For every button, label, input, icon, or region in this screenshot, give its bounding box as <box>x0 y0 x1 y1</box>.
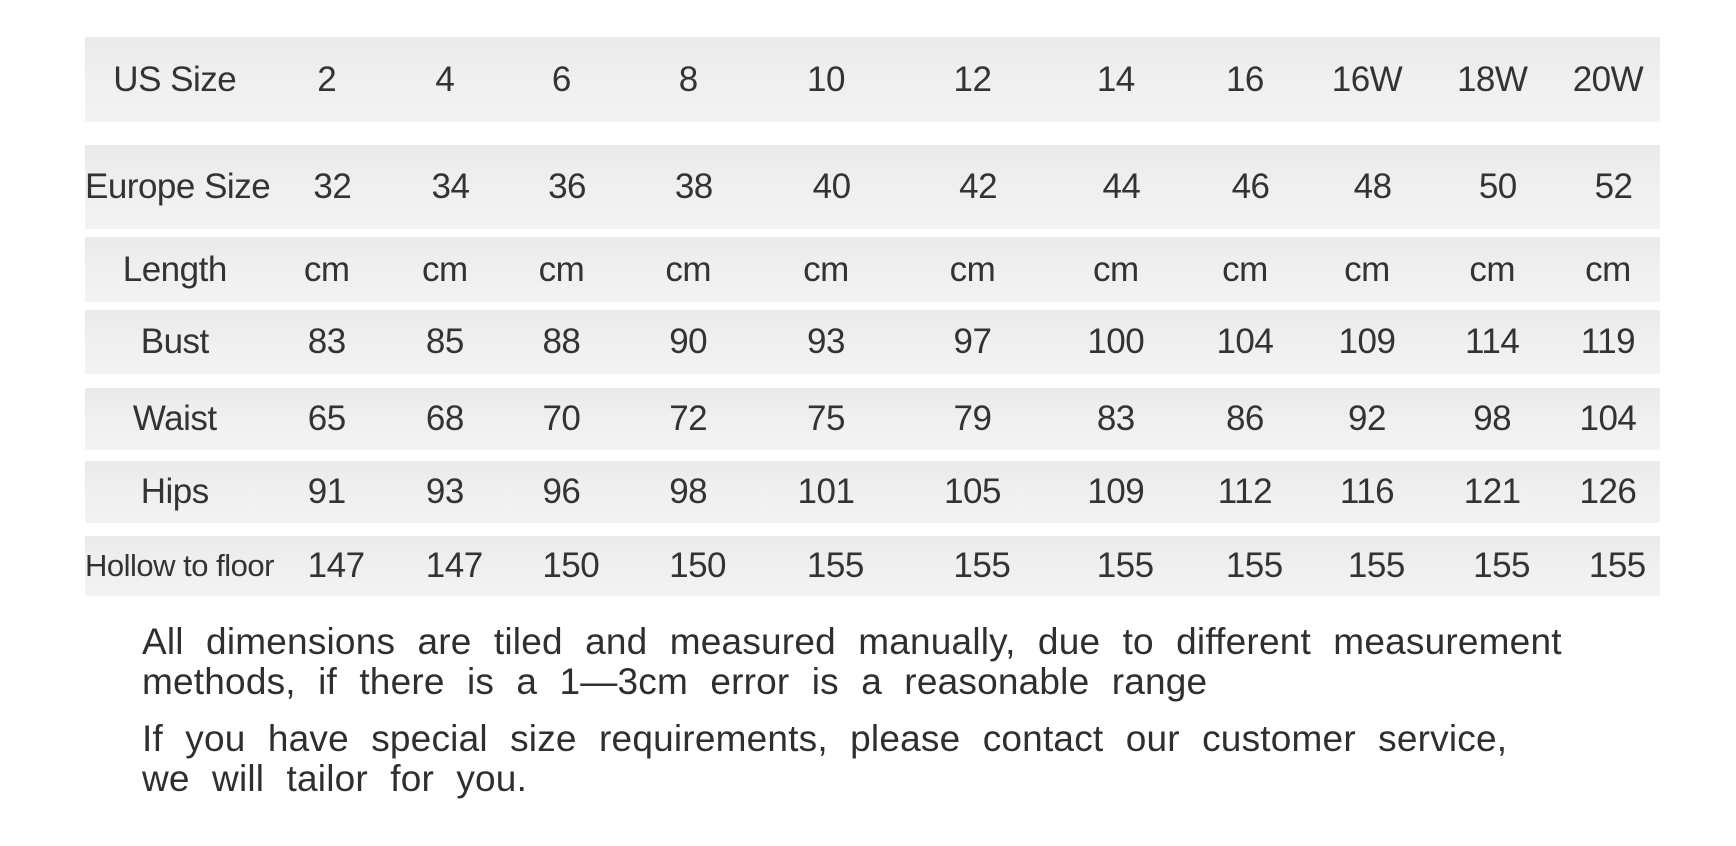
table-row <box>85 237 1660 302</box>
table-cell: cm <box>1469 249 1516 289</box>
row-label: Length <box>122 249 227 289</box>
table-cell: 147 <box>307 546 365 585</box>
table-cell: 46 <box>1231 167 1270 206</box>
table-row <box>85 536 1660 596</box>
table-cell: 101 <box>797 472 855 511</box>
table-row <box>85 145 1660 229</box>
table-cell: cm <box>665 249 712 289</box>
table-cell: 100 <box>1087 322 1145 361</box>
notes <box>142 622 1642 816</box>
table-cell: cm <box>538 249 585 289</box>
table-cell: 92 <box>1348 399 1386 438</box>
table-cell: 114 <box>1465 322 1520 361</box>
table-cell: cm <box>949 249 996 289</box>
table-cell: 109 <box>1087 472 1145 511</box>
table-cell: 20W <box>1572 59 1644 99</box>
table-cell: 34 <box>431 167 470 206</box>
size-table <box>85 37 1660 596</box>
table-cell: 98 <box>1473 399 1512 438</box>
note-line: All dimensions are tiled and measured manually, due to different measurement <box>142 621 1562 662</box>
table-cell: 83 <box>1096 399 1135 438</box>
table-cell: cm <box>1585 249 1631 289</box>
table-cell: 155 <box>1096 546 1154 585</box>
table-row <box>85 461 1660 523</box>
table-cell: 91 <box>307 472 346 511</box>
table-cell: 40 <box>812 167 851 206</box>
table-cell: 38 <box>674 167 713 206</box>
table-cell: 93 <box>425 472 464 511</box>
table-cell: cm <box>803 249 849 289</box>
table-cell: 4 <box>435 59 455 99</box>
row-label: Hollow to floor <box>85 548 274 583</box>
table-cell: 150 <box>542 546 600 585</box>
table-cell: 68 <box>425 399 464 438</box>
table-cell: cm <box>1222 249 1268 289</box>
table-cell: 104 <box>1216 322 1274 361</box>
table-cell: 86 <box>1225 399 1264 438</box>
table-cell: cm <box>422 249 468 289</box>
table-cell: 12 <box>953 59 992 99</box>
table-cell: 90 <box>669 322 708 361</box>
table-cell: 42 <box>959 167 998 206</box>
table-cell: 121 <box>1463 472 1521 511</box>
table-cell: 155 <box>806 546 864 585</box>
table-cell: 147 <box>425 546 483 585</box>
table-cell: 48 <box>1353 167 1392 206</box>
table-cell: 96 <box>542 472 581 511</box>
table-cell: 83 <box>307 322 346 361</box>
row-label: Waist <box>132 399 217 438</box>
table-cell: 155 <box>1225 546 1283 585</box>
row-label: US Size <box>113 59 237 99</box>
table-cell: 155 <box>1588 546 1646 585</box>
table-cell: 32 <box>313 167 352 206</box>
note-line: we will tailor for you. <box>142 758 528 799</box>
table-cell: 16W <box>1331 59 1403 99</box>
table-cell: 72 <box>669 399 708 438</box>
row-label: Hips <box>140 472 209 511</box>
table-cell: 116 <box>1339 472 1395 511</box>
table-row <box>85 310 1660 374</box>
table-cell: 6 <box>551 59 571 99</box>
note-line: If you have special size requirements, please contact our customer service, <box>142 718 1508 759</box>
table-cell: cm <box>1344 249 1390 289</box>
table-cell: 88 <box>542 322 581 361</box>
table-row <box>85 388 1660 450</box>
table-cell: 112 <box>1217 472 1273 511</box>
table-cell: 119 <box>1580 322 1636 361</box>
table-cell: 14 <box>1096 59 1135 99</box>
table-cell: 155 <box>953 546 1011 585</box>
table-cell: 52 <box>1594 167 1633 206</box>
table-cell: 104 <box>1579 399 1637 438</box>
note-line: methods, if there is a 1—3cm error is a reasonable range <box>142 661 1208 702</box>
table-cell: 155 <box>1473 546 1531 585</box>
table-cell: 126 <box>1579 472 1637 511</box>
note-measurement <box>142 622 1642 702</box>
header-row <box>85 37 1660 122</box>
note-tailor <box>142 719 1642 799</box>
table-cell: 150 <box>669 546 727 585</box>
table-cell: 155 <box>1347 546 1405 585</box>
table-cell: 65 <box>307 399 346 438</box>
table-cell: cm <box>1092 249 1139 289</box>
table-cell: 16 <box>1225 59 1264 99</box>
table-cell: 75 <box>807 399 845 438</box>
table-cell: 50 <box>1478 167 1517 206</box>
table-cell: 93 <box>807 322 845 361</box>
table-cell: 70 <box>542 399 581 438</box>
table-cell: 79 <box>953 399 992 438</box>
row-label: Europe Size <box>85 167 271 206</box>
table-cell: 109 <box>1338 322 1396 361</box>
table-cell: 18W <box>1456 59 1528 99</box>
table-cell: 8 <box>678 59 698 99</box>
table-cell: cm <box>303 249 350 289</box>
table-cell: 10 <box>807 59 845 99</box>
table-cell: 36 <box>548 167 586 206</box>
table-cell: 44 <box>1102 167 1141 206</box>
table-cell: 85 <box>425 322 464 361</box>
table-cell: 2 <box>317 59 337 99</box>
table-cell: 97 <box>953 322 992 361</box>
row-label: Bust <box>140 322 209 361</box>
table-cell: 105 <box>944 472 1001 511</box>
table-cell: 98 <box>669 472 708 511</box>
